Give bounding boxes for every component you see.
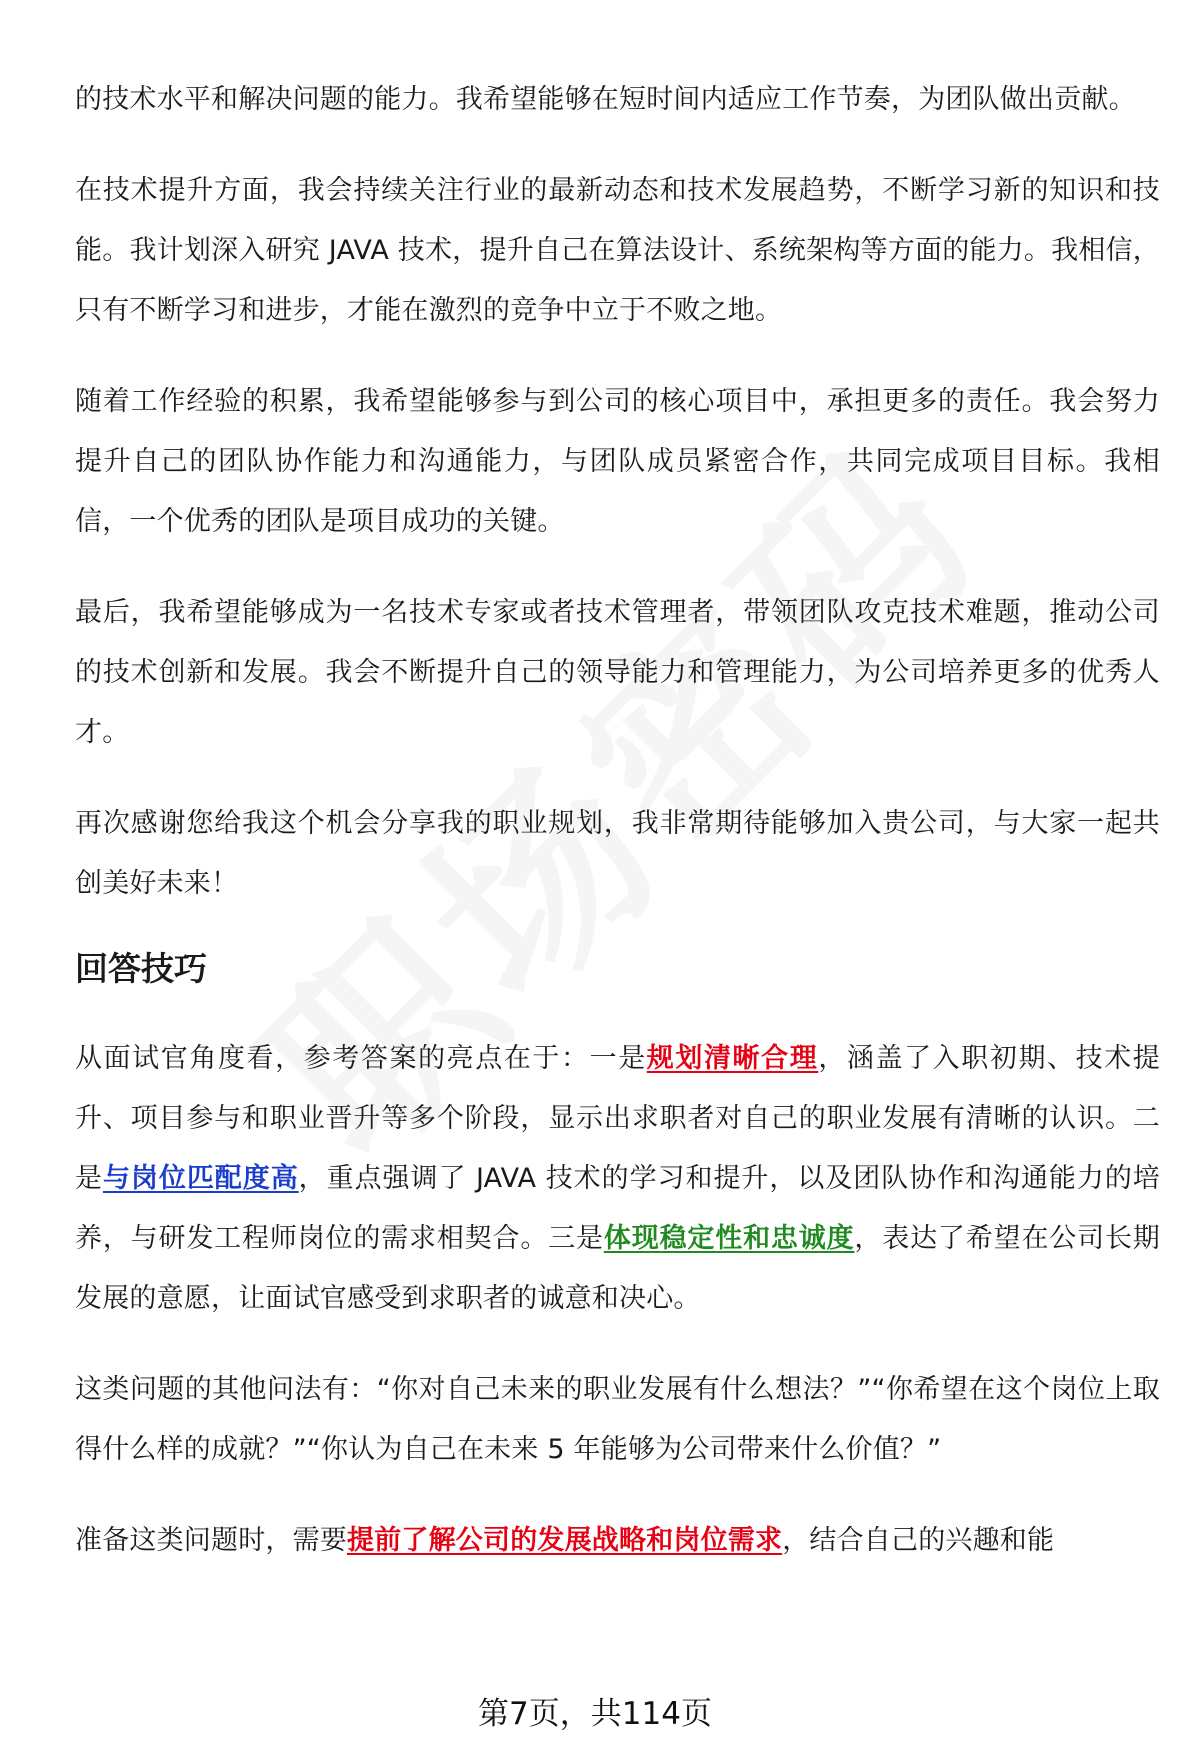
tips-text-3: ，重点强调了 JAVA 技术的学习和提升，以及团队协作和沟通能力的培养，与研发工程师岗位的需求相契合。三是 [75,1163,1161,1254]
paragraph-tips [75,1029,1160,1329]
page-number: 第7页，共114页 [478,1696,712,1732]
highlight-stability: 体现稳定性和忠诚度 [603,1223,855,1254]
paragraph-tech-growth: 在技术提升方面，我会持续关注行业的最新动态和技术发展趋势，不断学习新的知识和技能。我计划深入研究 JAVA 技术，提升自己在算法设计、系统架构等方面的能力。我相信，只有不断学习和进步，才能在激烈的竞争中立于不败之地。 [75,175,1160,326]
prep-text-2: ，结合自己的兴趣和能 [782,1525,1055,1556]
highlight-job-match: 与岗位匹配度高 [102,1163,299,1194]
highlight-plan-clear: 规划清晰合理 [646,1043,819,1074]
section-title: 回答技巧 [75,949,207,988]
paragraph-core-projects: 随着工作经验的积累，我希望能够参与到公司的核心项目中，承担更多的责任。我会努力提升自己的团队协作能力和沟通能力，与团队成员紧密合作，共同完成项目目标。我相信，一个优秀的团队是项目成功的关键。 [75,386,1160,537]
paragraph-preparation [75,1511,1160,1571]
prep-text-1: 准备这类问题时，需要 [75,1525,347,1556]
paragraph-final-goal: 最后，我希望能够成为一名技术专家或者技术管理者，带领团队攻克技术难题，推动公司的技术创新和发展。我会不断提升自己的领导能力和管理能力，为公司培养更多的优秀人才。 [75,597,1160,748]
paragraph-thanks: 再次感谢您给我这个机会分享我的职业规划，我非常期待能够加入贵公司，与大家一起共创美好未来！ [75,808,1160,899]
tips-text-1: 从面试官角度看，参考答案的亮点在于：一是 [75,1043,647,1074]
highlight-company-strategy: 提前了解公司的发展战略和岗位需求 [347,1525,783,1556]
paragraph-other-questions: 这类问题的其他问法有：“你对自己未来的职业发展有什么想法？”“你希望在这个岗位上取得什么样的成就？”“你认为自己在未来 5 年能够为公司带来什么价值？” [75,1374,1160,1465]
document-body [75,70,1160,1602]
tips-text-2: ，涵盖了入职初期、技术提升、项目参与和职业晋升等多个阶段，显示出求职者对自己的职业发展有清晰的认识。二是 [75,1043,1161,1194]
paragraph-contribution: 的技术水平和解决问题的能力。我希望能够在短时间内适应工作节奏，为团队做出贡献。 [75,84,1136,115]
tips-text-4: ，表达了希望在公司长期发展的意愿，让面试官感受到求职者的诚意和决心。 [75,1223,1160,1314]
